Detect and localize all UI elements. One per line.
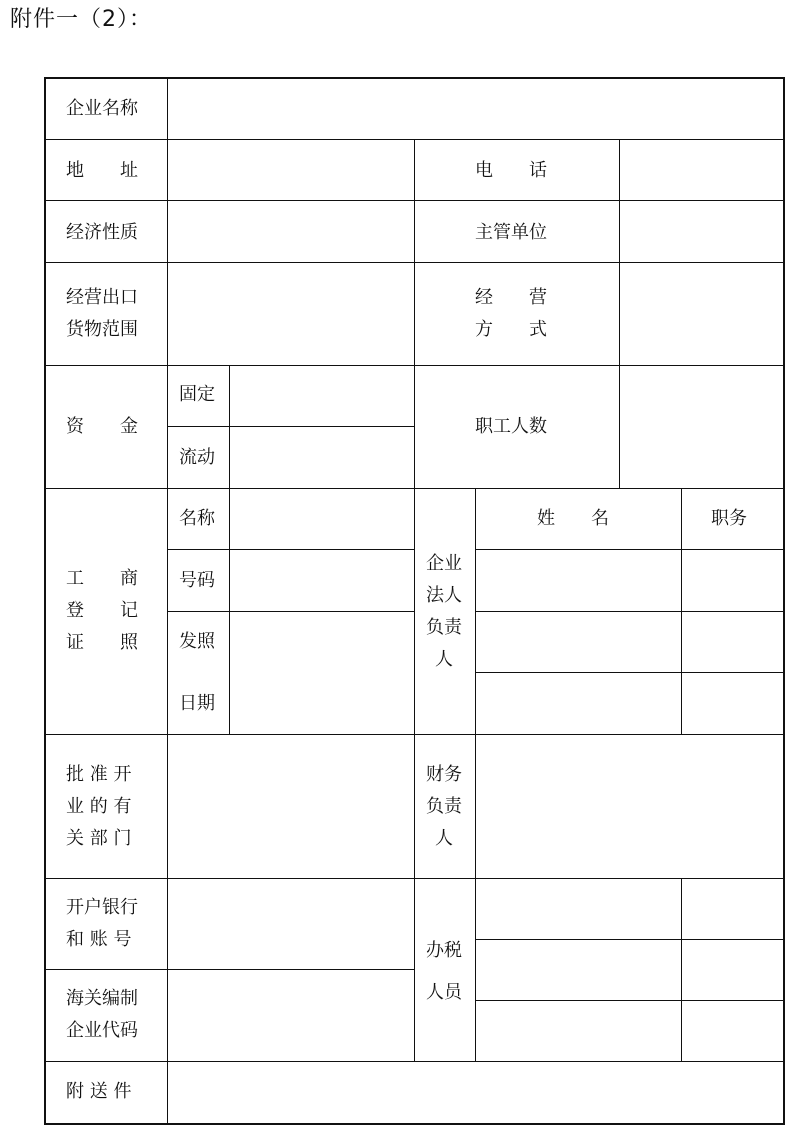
label-approval-line2: 业 的 有	[66, 796, 132, 817]
label-legal-rep-line4: 人	[435, 649, 453, 670]
label-address: 地 址	[66, 160, 138, 181]
column-header-position: 职务	[711, 508, 747, 529]
label-economic-nature: 经济性质	[66, 222, 138, 243]
field-supervising-unit[interactable]	[620, 201, 781, 262]
label-legal-rep-line1: 企业	[426, 553, 462, 574]
field-legal-rep-name-3[interactable]	[476, 673, 681, 734]
field-license-number[interactable]	[230, 550, 414, 611]
field-legal-rep-position-2[interactable]	[682, 612, 781, 672]
label-bank-line2: 和 账 号	[66, 929, 132, 950]
field-address[interactable]	[168, 140, 414, 200]
column-header-name: 姓 名	[537, 508, 609, 529]
field-export-goods[interactable]	[168, 263, 414, 365]
label-legal-rep-line3: 负责	[426, 617, 462, 638]
field-finance-manager[interactable]	[476, 735, 781, 878]
field-legal-rep-position-1[interactable]	[682, 550, 781, 611]
label-customs-line1: 海关编制	[66, 988, 138, 1009]
label-tax-line1: 办税	[426, 940, 462, 961]
label-legal-rep-line2: 法人	[426, 585, 462, 606]
label-approval-line3: 关 部 门	[66, 828, 132, 849]
label-tax-line2: 人员	[426, 982, 462, 1003]
label-license-line1: 工 商	[66, 568, 138, 589]
label-finance-line3: 人	[435, 828, 453, 849]
field-attachments[interactable]	[168, 1062, 781, 1121]
label-export-goods-line1: 经营出口	[66, 287, 138, 308]
label-license-line3: 证 照	[66, 632, 138, 653]
label-finance-line1: 财务	[426, 764, 462, 785]
label-operation-line1: 经 营	[475, 287, 547, 308]
field-economic-nature[interactable]	[168, 201, 414, 262]
field-capital-current[interactable]	[230, 427, 414, 488]
registration-form-table	[44, 77, 783, 1123]
label-license-line2: 登 记	[66, 600, 138, 621]
label-phone: 电 话	[475, 160, 547, 181]
field-phone[interactable]	[620, 140, 781, 200]
label-approval-line1: 批 准 开	[66, 764, 132, 785]
field-staff-count[interactable]	[620, 366, 781, 488]
field-license-name[interactable]	[230, 489, 414, 549]
label-license-number: 号码	[179, 570, 215, 591]
field-bank-account[interactable]	[168, 879, 414, 969]
label-company-name: 企业名称	[66, 98, 138, 119]
label-operation-line2: 方 式	[475, 319, 547, 340]
field-tax-staff-position-1[interactable]	[682, 879, 781, 939]
label-supervising-unit: 主管单位	[475, 222, 547, 243]
field-tax-staff-name-1[interactable]	[476, 879, 681, 939]
label-finance-line2: 负责	[426, 796, 462, 817]
label-license-date: 日期	[179, 693, 215, 714]
label-license-name: 名称	[179, 508, 215, 529]
field-approval-authority[interactable]	[168, 735, 414, 878]
field-tax-staff-position-3[interactable]	[682, 1001, 781, 1061]
label-staff-count: 职工人数	[475, 416, 547, 437]
field-company-name[interactable]	[168, 77, 781, 139]
field-tax-staff-name-2[interactable]	[476, 940, 681, 1000]
field-legal-rep-name-1[interactable]	[476, 550, 681, 611]
label-license-issue: 发照	[179, 631, 215, 652]
label-capital-current: 流动	[179, 447, 215, 468]
attachment-heading: 附件一（2）：	[10, 7, 152, 32]
label-customs-line2: 企业代码	[66, 1020, 138, 1041]
field-operation-mode[interactable]	[620, 263, 781, 365]
field-legal-rep-name-2[interactable]	[476, 612, 681, 672]
field-legal-rep-position-3[interactable]	[682, 673, 781, 734]
label-bank-line1: 开户银行	[66, 897, 138, 918]
label-export-goods-line2: 货物范围	[66, 319, 138, 340]
field-tax-staff-position-2[interactable]	[682, 940, 781, 1000]
field-capital-fixed[interactable]	[230, 366, 414, 426]
label-capital: 资 金	[66, 416, 138, 437]
field-license-date[interactable]	[230, 612, 414, 734]
field-tax-staff-name-3[interactable]	[476, 1001, 681, 1061]
rule-mid-col	[414, 139, 415, 1061]
label-capital-fixed: 固定	[179, 384, 215, 405]
label-attachments: 附 送 件	[66, 1081, 132, 1102]
field-customs-code[interactable]	[168, 970, 414, 1061]
